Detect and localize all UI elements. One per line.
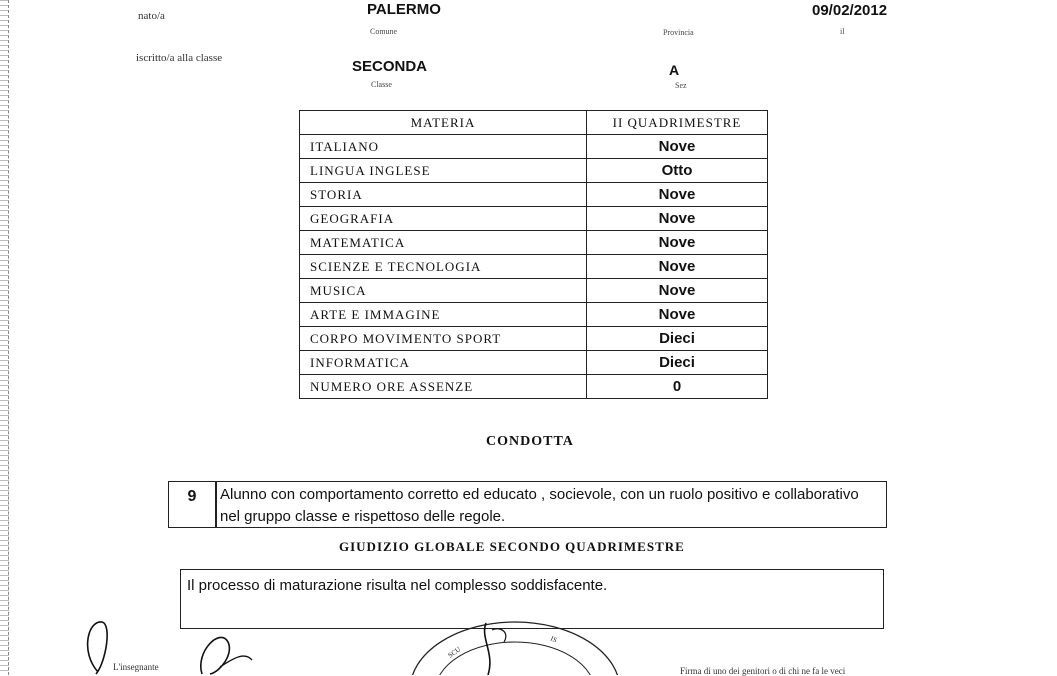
- grade-cell: Nove: [587, 135, 768, 159]
- subject-cell: MATEMATICA: [300, 231, 587, 255]
- provincia-caption: Provincia: [663, 28, 694, 37]
- table-row: [300, 255, 768, 279]
- subject-cell: LINGUA INGLESE: [300, 159, 587, 183]
- table-row: [300, 351, 768, 375]
- grades-table: [299, 110, 768, 399]
- table-row: [300, 231, 768, 255]
- table-row: [300, 159, 768, 183]
- svg-text:IS: IS: [549, 634, 559, 645]
- subject-cell: SCIENZE E TECNOLOGIA: [300, 255, 587, 279]
- table-row: [300, 327, 768, 351]
- subject-column-header: MATERIA: [300, 111, 587, 135]
- conduct-comment: Alunno con comportamento corretto ed educato , socievole, con un ruolo positivo e collaborativo nel gruppo classe e rispettoso delle regole.: [220, 486, 859, 525]
- grade-cell: Dieci: [587, 351, 768, 375]
- parent-signature-label: Firma di uno dei genitori o di chi ne fa le veci: [680, 666, 846, 676]
- scan-edge: [0, 0, 9, 675]
- subject-cell: MUSICA: [300, 279, 587, 303]
- table-row: [300, 279, 768, 303]
- subject-cell: STORIA: [300, 183, 587, 207]
- grade-cell: Nove: [587, 255, 768, 279]
- subject-cell: ARTE E IMMAGINE: [300, 303, 587, 327]
- table-row: [300, 207, 768, 231]
- giudizio-comment: Il processo di maturazione risulta nel complesso soddisfacente.: [180, 569, 884, 629]
- grade-cell: Dieci: [587, 327, 768, 351]
- school-stamp: [400, 618, 630, 675]
- grade-cell: Nove: [587, 207, 768, 231]
- sezione-caption: Sez: [675, 81, 687, 90]
- nato-label: nato/a: [138, 10, 165, 22]
- section-value: A: [669, 62, 680, 78]
- svg-text:SCU: SCU: [446, 645, 463, 660]
- subject-cell: ITALIANO: [300, 135, 587, 159]
- subject-cell: INFORMATICA: [300, 351, 587, 375]
- teacher-signature: [70, 612, 260, 675]
- birth-date: 09/02/2012: [812, 2, 888, 19]
- subject-cell: GEOGRAFIA: [300, 207, 587, 231]
- table-header-row: [300, 111, 768, 135]
- birth-city: PALERMO: [367, 1, 441, 18]
- grade-cell: Nove: [587, 231, 768, 255]
- condotta-title: CONDOTTA: [486, 434, 574, 449]
- term-column-header: II QUADRIMESTRE: [587, 111, 768, 135]
- comune-caption: Comune: [370, 27, 398, 36]
- subject-cell: CORPO MOVIMENTO SPORT: [300, 327, 587, 351]
- grade-cell: Nove: [587, 303, 768, 327]
- classe-caption: Classe: [371, 80, 392, 89]
- grade-cell: Otto: [587, 159, 768, 183]
- table-row: [300, 135, 768, 159]
- grade-cell: Nove: [587, 183, 768, 207]
- giudizio-title: GIUDIZIO GLOBALE SECONDO QUADRIMESTRE: [339, 539, 685, 554]
- table-row: [300, 303, 768, 327]
- iscritto-label: iscritto/a alla classe: [136, 52, 223, 64]
- grade-cell: Nove: [587, 279, 768, 303]
- subject-cell: NUMERO ORE ASSENZE: [300, 375, 587, 399]
- table-row: [300, 375, 768, 399]
- il-caption: il: [840, 27, 845, 36]
- conduct-vote: 9: [169, 482, 217, 527]
- conduct-box: [168, 481, 887, 528]
- class-value: SECONDA: [352, 58, 428, 75]
- absence-hours-cell: 0: [587, 375, 768, 399]
- table-row: [300, 183, 768, 207]
- teacher-label: L'insegnante: [113, 662, 159, 672]
